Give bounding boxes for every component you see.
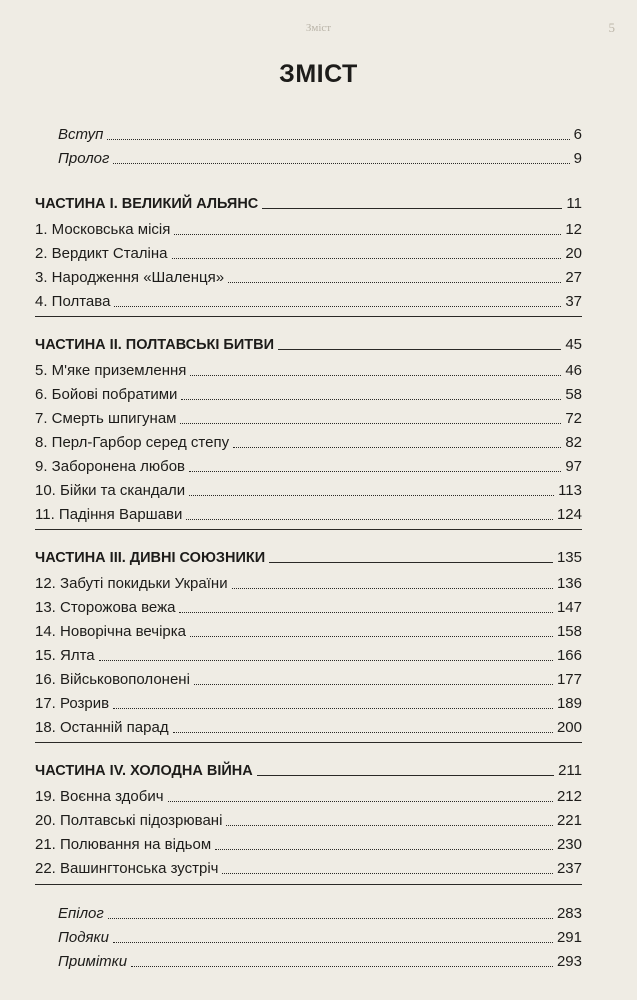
- toc-part-2[interactable]: [35, 330, 582, 354]
- toc-entry-label: 18. Останній парад: [35, 719, 169, 736]
- toc-entry-page: 293: [556, 953, 582, 970]
- dot-leader: [226, 825, 553, 826]
- toc-part-3[interactable]: [35, 543, 582, 567]
- section-divider: [35, 529, 582, 530]
- dot-leader: [168, 801, 553, 802]
- toc-entry-epilogue[interactable]: [58, 899, 582, 923]
- toc-entry-label: 14. Новорічна вечірка: [35, 623, 186, 640]
- toc-chapter-4[interactable]: [35, 287, 582, 311]
- toc-chapter-11[interactable]: [35, 500, 582, 524]
- toc-entry-page: 58: [565, 386, 582, 403]
- toc-entry-label: 2. Вердикт Сталіна: [35, 245, 168, 262]
- section-divider: [35, 884, 582, 885]
- dot-leader: [194, 684, 553, 685]
- dot-leader: [174, 234, 561, 235]
- toc-entry-label: 4. Полтава: [35, 293, 111, 310]
- toc-entry-page: 20: [565, 245, 582, 262]
- toc-chapter-18[interactable]: [35, 713, 582, 737]
- toc-entry-label: 12. Забуті покидьки України: [35, 575, 228, 592]
- toc-entry-label: Епілог: [58, 905, 104, 922]
- toc-entry-page: 46: [565, 362, 582, 379]
- dot-leader: [99, 660, 553, 661]
- toc-entry-label: 17. Розрив: [35, 695, 110, 712]
- dot-leader: [107, 139, 569, 140]
- dot-leader: [180, 423, 561, 424]
- dot-leader: [215, 849, 553, 850]
- toc-chapter-13[interactable]: [35, 593, 582, 617]
- page-header: Зміст: [305, 22, 332, 34]
- toc-chapter-10[interactable]: [35, 476, 582, 500]
- toc-entry-page: 97: [565, 458, 582, 475]
- dot-leader: [114, 306, 561, 307]
- toc-entry-page: 221: [556, 812, 582, 829]
- toc-chapter-5[interactable]: [35, 356, 582, 380]
- toc-chapter-20[interactable]: [35, 806, 582, 830]
- dot-leader: [181, 399, 561, 400]
- page-corner-number: 5: [608, 20, 615, 35]
- toc-entry-page: 113: [558, 482, 582, 499]
- dot-leader: [186, 519, 553, 520]
- toc-entry-label: 15. Ялта: [35, 647, 95, 664]
- toc-chapter-7[interactable]: [35, 404, 582, 428]
- toc-entry-page: 158: [556, 623, 582, 640]
- dot-leader: [228, 282, 561, 283]
- toc-entry-notes[interactable]: [58, 947, 582, 971]
- dot-leader: [113, 708, 553, 709]
- toc-chapter-6[interactable]: [35, 380, 582, 404]
- toc-part-page: 45: [565, 336, 582, 353]
- toc-entry-label: 16. Військовополонені: [35, 671, 190, 688]
- toc-entry-page: 72: [565, 410, 582, 427]
- toc-entry-label: 22. Вашингтонська зустріч: [35, 860, 219, 877]
- toc-entry-label: Вступ: [58, 126, 104, 143]
- toc-part-label: ЧАСТИНА IV. ХОЛОДНА ВІЙНА: [35, 763, 253, 779]
- toc-part-label: ЧАСТИНА І. ВЕЛИКИЙ АЛЬЯНС: [35, 196, 259, 212]
- toc-entry-label: 7. Смерть шпигунам: [35, 410, 177, 427]
- toc-part-page: 135: [556, 549, 582, 566]
- dot-leader: [108, 918, 553, 919]
- toc-entry-label: 8. Перл-Гарбор серед степу: [35, 434, 230, 451]
- toc-chapter-19[interactable]: [35, 782, 582, 806]
- toc-chapter-15[interactable]: [35, 641, 582, 665]
- page-title: ЗМІСТ: [279, 60, 358, 88]
- toc-entry-label: 19. Воєнна здобич: [35, 788, 164, 805]
- toc-entry-label: 13. Сторожова вежа: [35, 599, 176, 616]
- dot-leader: [179, 612, 553, 613]
- toc-entry-page: 200: [556, 719, 582, 736]
- toc-entry-page: 37: [565, 293, 582, 310]
- toc-entry-page: 230: [556, 836, 582, 853]
- toc-entry-label: 3. Народження «Шаленця»: [35, 269, 225, 286]
- toc-entry-page: 12: [565, 221, 582, 238]
- toc-part-label: ЧАСТИНА ІІ. ПОЛТАВСЬКІ БИТВИ: [35, 337, 275, 353]
- dot-leader: [172, 258, 562, 259]
- toc-entry-page: 27: [565, 269, 582, 286]
- toc-chapter-17[interactable]: [35, 689, 582, 713]
- part-rule: [257, 775, 554, 776]
- toc-entry-label: 9. Заборонена любов: [35, 458, 186, 475]
- toc-entry-label: 21. Полювання на відьом: [35, 836, 212, 853]
- toc-chapter-16[interactable]: [35, 665, 582, 689]
- dot-leader: [222, 873, 552, 874]
- dot-leader: [173, 732, 553, 733]
- toc-entry-page: 124: [556, 506, 582, 523]
- toc-chapter-1[interactable]: [35, 215, 582, 239]
- toc-part-4[interactable]: [35, 756, 582, 780]
- toc-chapter-14[interactable]: [35, 617, 582, 641]
- toc-part-1[interactable]: [35, 189, 582, 213]
- toc-entry-page: 283: [556, 905, 582, 922]
- toc-entry-label: Пролог: [58, 150, 110, 167]
- toc-part-page: 11: [566, 195, 582, 212]
- toc-chapter-22[interactable]: [35, 854, 582, 878]
- section-divider: [35, 742, 582, 743]
- toc-entry-page: 6: [573, 126, 582, 143]
- dot-leader: [232, 588, 553, 589]
- toc-chapter-8[interactable]: [35, 428, 582, 452]
- toc-entry-label: 11. Падіння Варшави: [35, 506, 183, 523]
- dot-leader: [113, 163, 569, 164]
- dot-leader: [189, 471, 561, 472]
- dot-leader: [113, 942, 553, 943]
- toc-chapter-12[interactable]: [35, 569, 582, 593]
- toc-entry-page: 189: [556, 695, 582, 712]
- part-rule: [278, 349, 561, 350]
- dot-leader: [233, 447, 561, 448]
- toc-entry-page: 9: [573, 150, 582, 167]
- part-rule: [262, 208, 562, 209]
- dot-leader: [189, 495, 554, 496]
- toc-entry-label: Примітки: [58, 953, 128, 970]
- part-rule: [269, 562, 553, 563]
- toc-chapter-2[interactable]: [35, 239, 582, 263]
- toc-entry-prologue[interactable]: [58, 144, 582, 168]
- toc-entry-page: 177: [556, 671, 582, 688]
- toc-entry-intro[interactable]: [58, 120, 582, 144]
- toc-entry-label: 1. Московська місія: [35, 221, 171, 238]
- toc-entry-page: 237: [556, 860, 582, 877]
- dot-leader: [190, 636, 553, 637]
- toc-entry-label: 20. Полтавські підозрювані: [35, 812, 223, 829]
- toc-entry-acknowledgements[interactable]: [58, 923, 582, 947]
- toc-entry-label: Подяки: [58, 929, 109, 946]
- toc-chapter-3[interactable]: [35, 263, 582, 287]
- toc-entry-label: 10. Бійки та скандали: [35, 482, 186, 499]
- toc-entry-page: 166: [556, 647, 582, 664]
- toc-part-page: 211: [558, 762, 582, 779]
- dot-leader: [131, 966, 553, 967]
- toc-entry-label: 6. Бойові побратими: [35, 386, 178, 403]
- toc-entry-page: 136: [556, 575, 582, 592]
- toc-entry-page: 147: [556, 599, 582, 616]
- toc-chapter-9[interactable]: [35, 452, 582, 476]
- section-divider: [35, 316, 582, 317]
- toc-part-label: ЧАСТИНА ІІІ. ДИВНІ СОЮЗНИКИ: [35, 550, 266, 566]
- dot-leader: [190, 375, 561, 376]
- toc-chapter-21[interactable]: [35, 830, 582, 854]
- toc-entry-page: 82: [565, 434, 582, 451]
- toc-entry-label: 5. М'яке приземлення: [35, 362, 187, 379]
- toc-entry-page: 291: [556, 929, 582, 946]
- toc-entry-page: 212: [556, 788, 582, 805]
